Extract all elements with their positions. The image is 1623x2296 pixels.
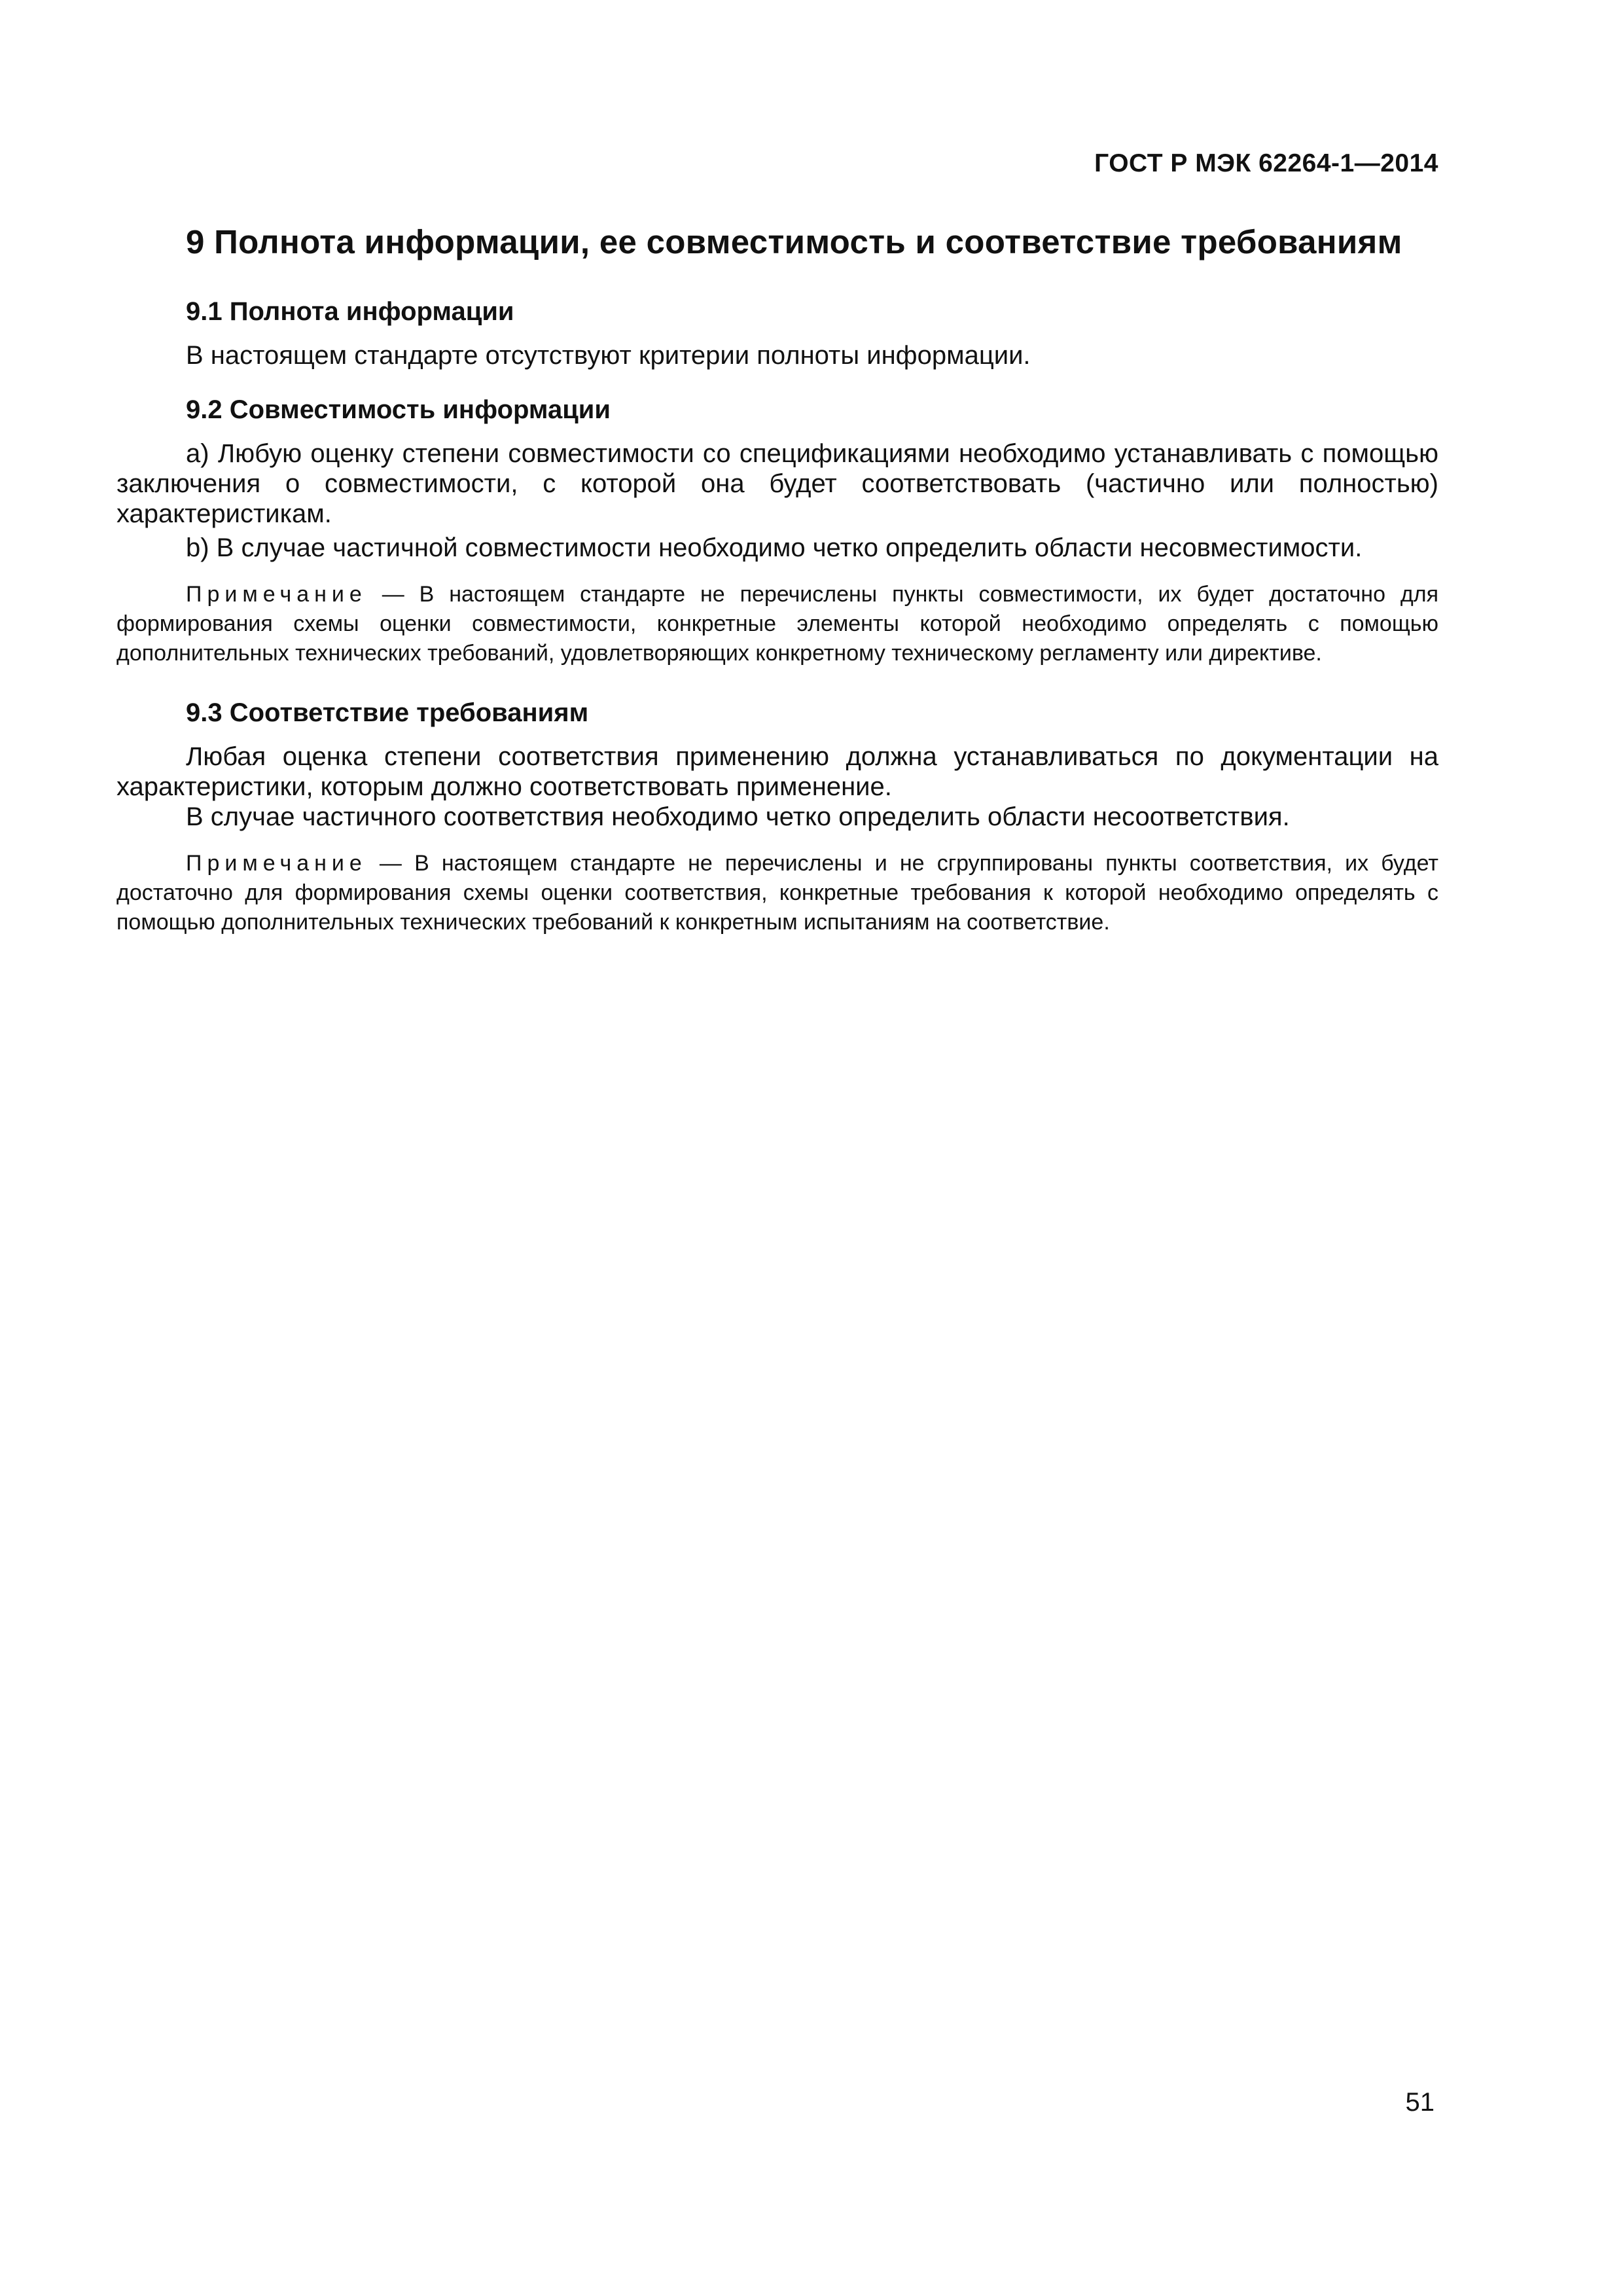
page-number: 51 bbox=[1405, 2088, 1435, 2117]
paragraph-9-3-2: В случае частичного соответствия необходимо четко определить области несоответствия. bbox=[186, 802, 1290, 831]
section-heading: 9 Полнота информации, ее совместимость и соответствие требованиям bbox=[186, 223, 1402, 260]
note-label: Примечание bbox=[186, 851, 367, 876]
paragraph-9-2-b: b) В случае частичной совместимости необходимо четко определить области несовместимости. bbox=[186, 533, 1363, 562]
paragraph-9-3-1: Любая оценка степени соответствия применению должна устанавливаться по документации на характеристики, которым должно соответствовать применение. bbox=[116, 742, 1438, 801]
paragraph-9-2-a: а) Любую оценку степени совместимости со спецификациями необходимо устанавливать с помощью заключения о совместимости, с которой она будет соответствовать (частично или полностью) характеристикам. bbox=[116, 439, 1438, 528]
document-code-header: ГОСТ Р МЭК 62264-1—2014 bbox=[1094, 149, 1438, 177]
page-content bbox=[116, 223, 1438, 937]
subsection-heading-9-3: 9.3 Соответствие требованиям bbox=[186, 698, 589, 727]
note-9-2 bbox=[116, 580, 1438, 668]
subsection-heading-9-2: 9.2 Совместимость информации bbox=[186, 395, 611, 424]
note-label: Примечание bbox=[186, 582, 367, 607]
note-text: — В настоящем стандарте не перечислены и не сгруппированы пункты соответствия, их будет достаточно для формирования схемы оценки соответствия, конкретные требования к которой необходимо определять с помощью дополнительных технических требований к конкретным испытаниям на соответствие. bbox=[116, 851, 1438, 935]
paragraph-9-1: В настоящем стандарте отсутствуют критерии полноты информации. bbox=[186, 341, 1031, 370]
note-9-3 bbox=[116, 849, 1438, 937]
note-text: — В настоящем стандарте не перечислены пункты совместимости, их будет достаточно для формирования схемы оценки совместимости, конкретные элементы которой необходимо определять с помощью дополнительных технических требований, удовлетворяющих конкретному техническому регламенту или директиве. bbox=[116, 582, 1438, 666]
subsection-heading-9-1: 9.1 Полнота информации bbox=[186, 297, 514, 326]
